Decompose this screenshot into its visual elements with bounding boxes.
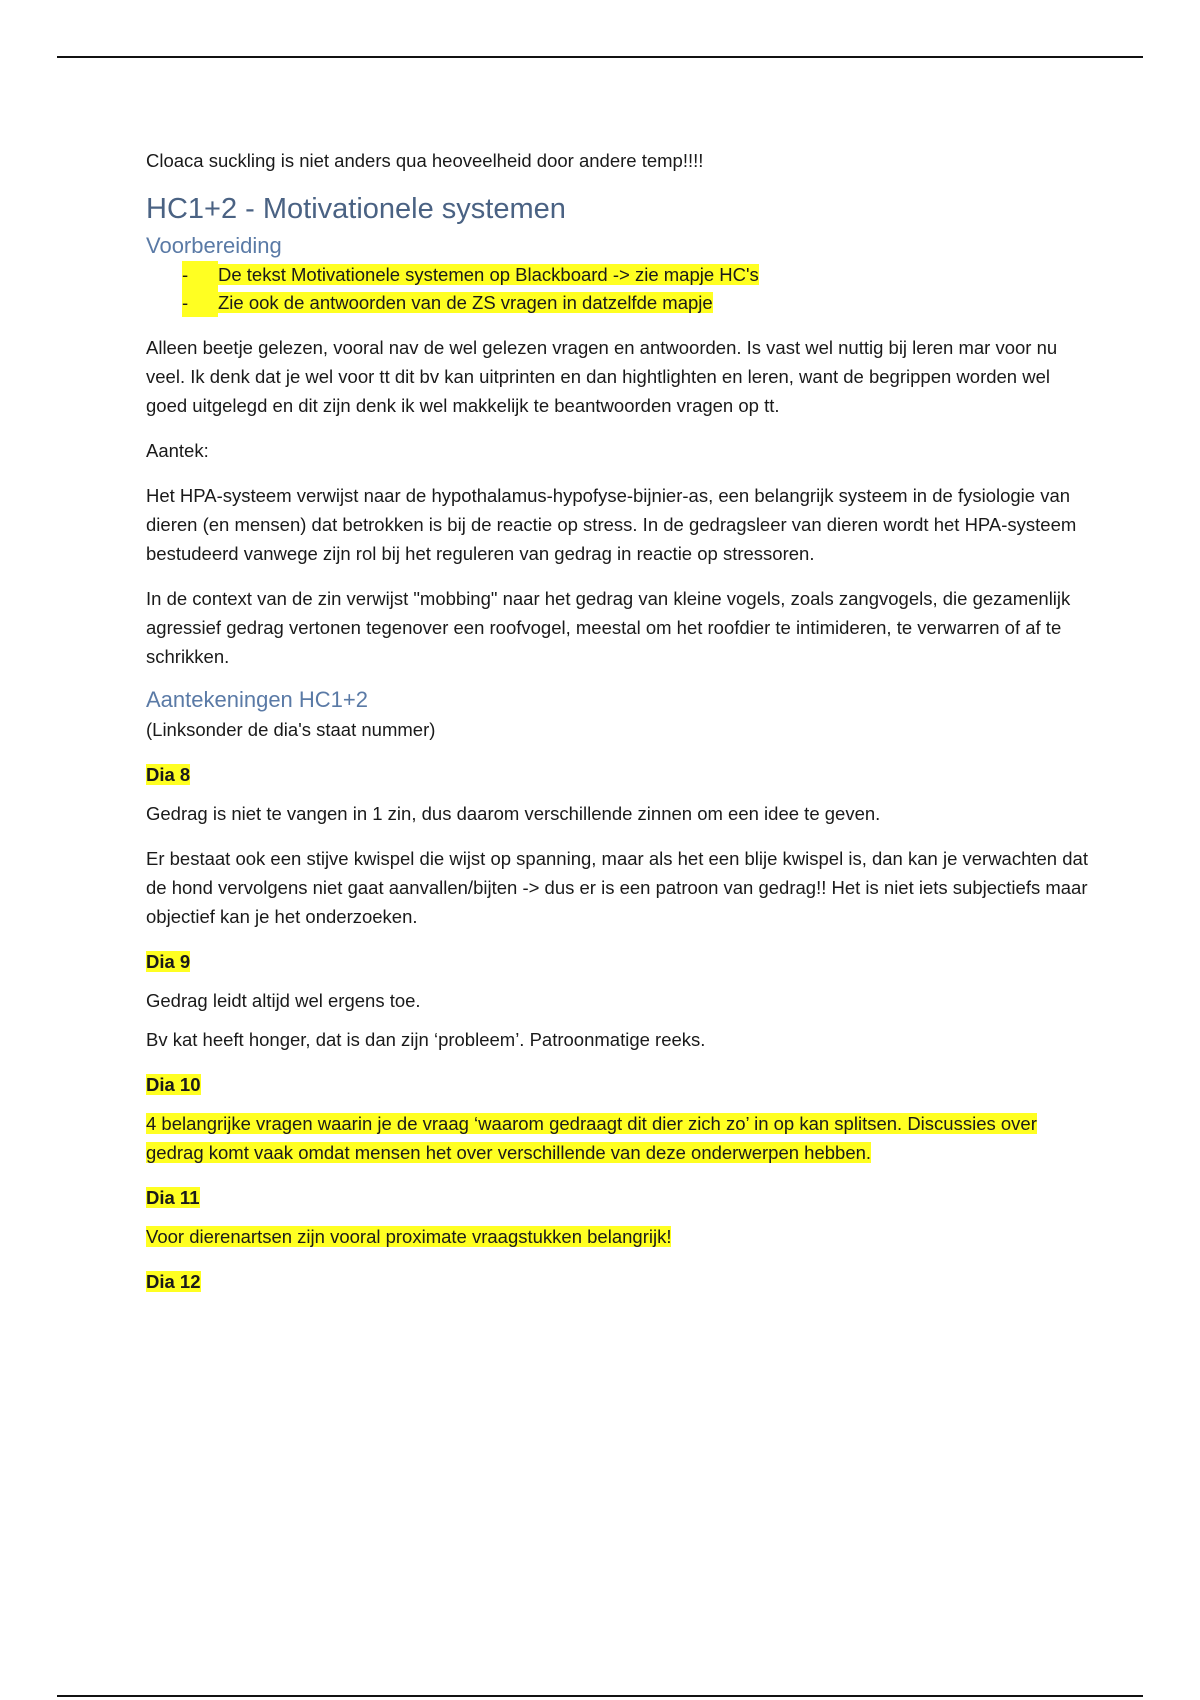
- dia-9-paragraph: Gedrag leidt altijd wel ergens toe.: [146, 990, 421, 1011]
- aantek-label: Aantek:: [146, 440, 209, 461]
- mobbing-paragraph: In de context van de zin verwijst "mobbing" naar het gedrag van kleine vogels, zoals zangvogels, die gezamenlijk agressief gedrag vertonen tegenover een roofvogel, meestal om het roofdier te intimideren, te verwarren of af te schrikken.: [146, 588, 1071, 667]
- dia-9-label: Dia 9: [146, 951, 191, 972]
- section-heading: HC1+2 - Motivationele systemen: [146, 193, 566, 225]
- intro-line: Cloaca suckling is niet anders qua heoveelheid door andere temp!!!!: [146, 150, 704, 171]
- notes-heading: Aantekeningen HC1+2: [146, 687, 368, 712]
- dia-10-paragraph: 4 belangrijke vragen waarin je de vraag ‘waarom gedraagt dit dier zich zo’ in op kan splitsen. Discussies over gedrag komt vaak omdat mensen het over verschillende van deze onderwerpen hebben.: [146, 1113, 1037, 1163]
- dia-11-label: Dia 11: [146, 1187, 200, 1208]
- prep-item-text: Zie ook de antwoorden van de ZS vragen in datzelfde mapje: [218, 292, 713, 313]
- bullet-dash: -: [182, 289, 218, 317]
- dia-8-paragraph: Er bestaat ook een stijve kwispel die wijst op spanning, maar als het een blije kwispel is, dan kan je verwachten dat de hond vervolgens niet gaat aanvallen/bijten -> dus er is een patroon van gedrag!! Het is niet iets subjectiefs maar objectief kan je het onderzoeken.: [146, 848, 1088, 927]
- hpa-paragraph: Het HPA-systeem verwijst naar de hypothalamus-hypofyse-bijnier-as, een belangrijk systeem in de fysiologie van dieren (en mensen) dat betrokken is bij de reactie op stress. In de gedragsleer van dieren wordt het HPA-systeem bestudeerd vanwege zijn rol bij het reguleren van gedrag in reactie op stressoren.: [146, 485, 1077, 564]
- notes-subtitle: (Linksonder de dia's staat nummer): [146, 719, 436, 740]
- header-rule: [57, 56, 1143, 58]
- reading-note-paragraph: Alleen beetje gelezen, vooral nav de wel gelezen vragen en antwoorden. Is vast wel nuttig bij leren mar voor nu veel. Ik denk dat je wel voor tt dit bv kan uitprinten en dan hightlighten en leren, want de begrippen worden wel goed uitgelegd en dit zijn denk ik wel makkelijk te beantwoorden vragen op tt.: [146, 337, 1058, 416]
- prep-item: [182, 261, 1091, 289]
- dia-12-label: Dia 12: [146, 1271, 201, 1292]
- document-body: [146, 146, 1091, 1296]
- footer-rule: [57, 1695, 1143, 1697]
- bullet-dash: -: [182, 261, 218, 289]
- prep-list: [146, 261, 1091, 317]
- dia-11-paragraph: Voor dierenartsen zijn vooral proximate vraagstukken belangrijk!: [146, 1226, 672, 1247]
- dia-9-paragraph: Bv kat heeft honger, dat is dan zijn ‘probleem’. Patroonmatige reeks.: [146, 1029, 706, 1050]
- prep-heading: Voorbereiding: [146, 233, 282, 258]
- dia-8-label: Dia 8: [146, 764, 191, 785]
- prep-item-text: De tekst Motivationele systemen op Blackboard -> zie mapje HC's: [218, 264, 759, 285]
- dia-8-paragraph: Gedrag is niet te vangen in 1 zin, dus daarom verschillende zinnen om een idee te geven.: [146, 803, 881, 824]
- dia-10-label: Dia 10: [146, 1074, 201, 1095]
- prep-item: [182, 289, 1091, 317]
